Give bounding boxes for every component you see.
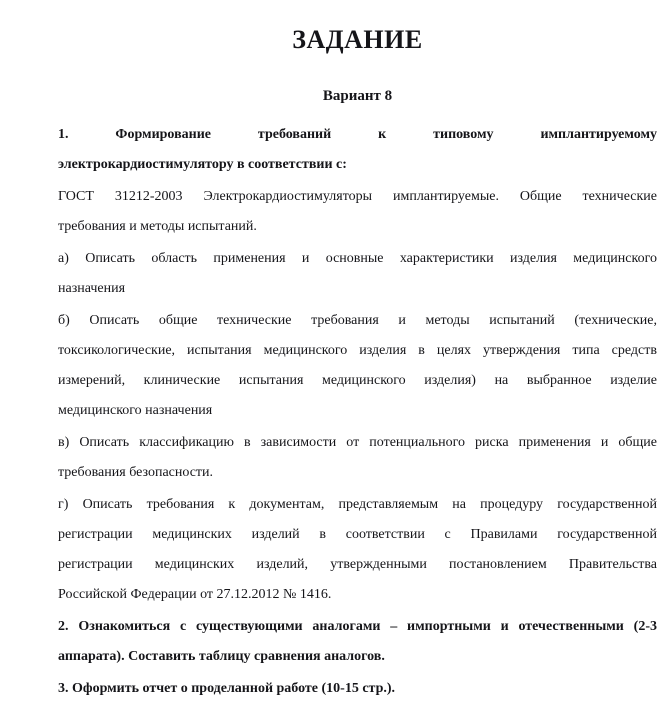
- paragraph: [58, 244, 657, 304]
- paragraph-line: назначения: [58, 281, 126, 296]
- paragraph-line: регистрации медицинских изделий, утвержденными постановлением Правительства: [58, 557, 657, 572]
- paragraph-line: 1. Формирование требований к типовому имплантируемому: [58, 127, 657, 142]
- paragraph: [58, 182, 657, 242]
- paragraph: [58, 612, 657, 672]
- paragraph-line: а) Описать область применения и основные характеристики изделия медицинского: [58, 251, 657, 266]
- paragraph-line: измерений, клинические испытания медицинского изделия) на выбранное изделие: [58, 373, 657, 388]
- paragraph-line: электрокардиостимулятору в соответствии с:: [58, 157, 347, 172]
- paragraph: [58, 120, 657, 180]
- document-subtitle: Вариант 8: [322, 88, 393, 104]
- paragraph: [58, 674, 657, 702]
- paragraph-line: требования безопасности.: [58, 465, 214, 480]
- paragraph-line: токсикологические, испытания медицинского изделия в целях утверждения типа средств: [58, 343, 657, 358]
- paragraph-line: 3. Оформить отчет о проделанной работе (10-15 стр.).: [58, 681, 396, 696]
- paragraph-line: г) Описать требования к документам, представляемым на процедуру государственной: [58, 497, 657, 512]
- paragraph-line: б) Описать общие технические требования и методы испытаний (технические,: [58, 313, 657, 328]
- paragraph: [58, 306, 657, 426]
- paragraph-line: требования и методы испытаний.: [58, 219, 257, 234]
- paragraph-line: регистрации медицинских изделий в соответствии с Правилами государственной: [58, 527, 657, 542]
- document-title: ЗАДАНИЕ: [292, 25, 423, 54]
- paragraph-line: 2. Ознакомиться с существующими аналогами – импортными и отечественными (2-3: [58, 619, 657, 634]
- paragraph: [58, 490, 657, 610]
- paragraph: [58, 428, 657, 488]
- paragraph-line: медицинского назначения: [58, 403, 213, 418]
- paragraph-line: Российской Федерации от 27.12.2012 № 1416.: [58, 587, 332, 602]
- document-body: [58, 120, 657, 702]
- paragraph-line: аппарата). Составить таблицу сравнения аналогов.: [58, 649, 385, 664]
- paragraph-line: в) Описать классификацию в зависимости от потенциального риска применения и общие: [58, 435, 657, 450]
- paragraph-line: ГОСТ 31212-2003 Электрокардиостимуляторы имплантируемые. Общие технические: [58, 189, 657, 204]
